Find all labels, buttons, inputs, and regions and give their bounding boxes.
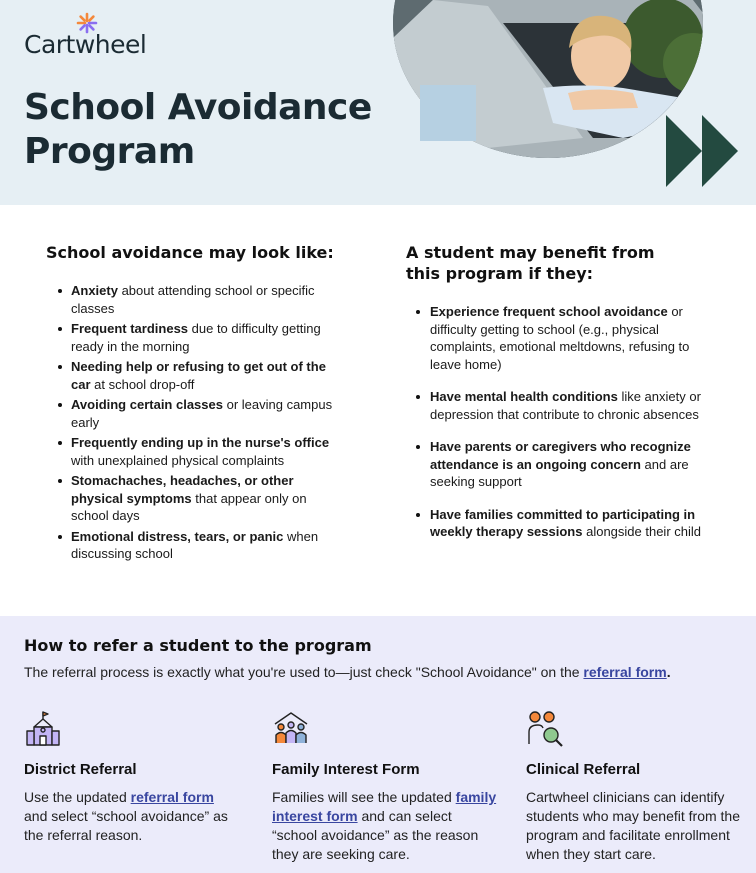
list-item: Have families committed to participating in weekly therapy sessions alongside their child [406,506,716,541]
eligibility-list [406,303,716,541]
referral-section [0,616,756,873]
referral-form-link[interactable]: referral form [583,664,667,680]
list-item: Needing help or refusing to get out of the car at school drop-off [46,358,346,393]
district-referral-title: District Referral [24,761,137,778]
district-referral-card [24,710,239,845]
clinical-referral-card [526,710,744,864]
clinician-search-icon [526,710,564,748]
eligibility-heading: A student may benefit from this program if they: [406,243,655,283]
clinical-referral-body: Cartwheel clinicians can identify students who may benefit from the program and facilitate enrollment when they start care. [526,789,740,862]
logo-wordmark: Cartwheel [24,30,147,59]
list-item: Stomachaches, headaches, or other physical symptoms that appear only on school days [46,472,346,525]
district-referral-body: Use the updated referral form and select “school avoidance” as the referral reason. [24,789,228,843]
family-interest-body: Families will see the updated family interest form and can select “school avoidance” as the reason they are seeking care. [272,789,497,862]
signs-section [46,242,346,566]
title-line-2: Program [24,131,195,172]
list-item: Frequent tardiness due to difficulty getting ready in the morning [46,320,346,355]
referral-form-link[interactable]: referral form [130,789,214,805]
decorative-blue-square [420,85,476,141]
family-interest-card [272,710,497,864]
list-item: Anxiety about attending school or specific classes [46,282,346,317]
signs-heading: School avoidance may look like: [46,243,334,262]
header-banner [0,0,756,205]
signs-list [46,282,346,563]
list-item: Have parents or caregivers who recognize attendance is an ongoing concern and are seeking support [406,438,716,491]
title-line-1: School Avoidance [24,87,372,128]
list-item: Experience frequent school avoidance or difficulty getting to school (e.g., physical complaints, emotional meltdowns, refusing to leave home) [406,303,716,373]
list-item: Emotional distress, tears, or panic when discussing school [46,528,346,563]
page-title [24,86,372,174]
family-interest-form-link[interactable]: family interest form [272,789,497,824]
list-item: Avoiding certain classes or leaving campus early [46,396,346,431]
cartwheel-logo[interactable] [24,12,224,62]
fast-forward-icon [664,113,740,189]
referral-subtitle: The referral process is exactly what you're used to—just check "School Avoidance" on the referral form. [24,664,671,680]
list-item: Have mental health conditions like anxiety or depression that contribute to chronic absences [406,388,716,423]
school-building-icon [24,710,62,748]
referral-heading: How to refer a student to the program [24,636,372,655]
clinical-referral-title: Clinical Referral [526,761,641,778]
eligibility-section [406,242,716,556]
list-item: Frequently ending up in the nurse's office with unexplained physical complaints [46,434,346,469]
family-group-icon [272,710,310,748]
family-interest-title: Family Interest Form [272,761,420,778]
